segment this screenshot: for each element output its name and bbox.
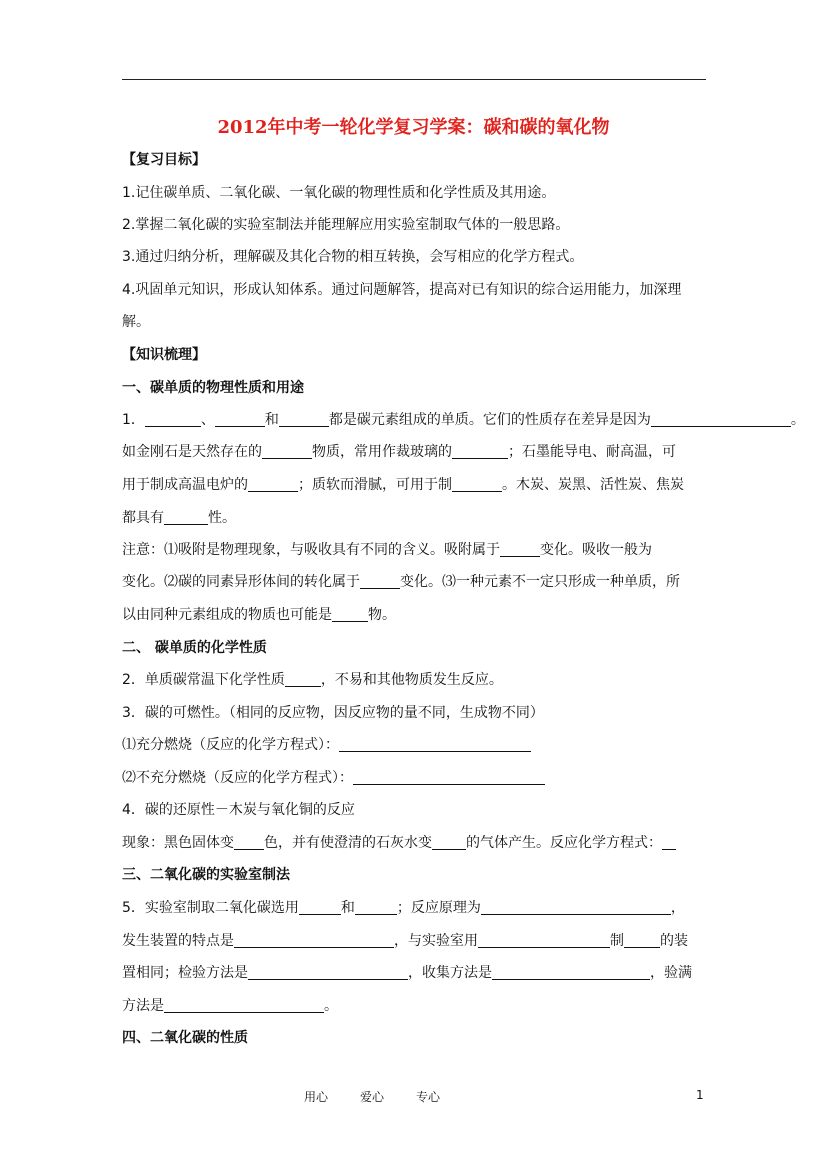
note-line-1: 注意：⑴吸附是物理现象，与吸收具有不同的含义。吸附属于 变化。吸收一般为 [122,542,652,558]
answer-blank[interactable] [432,835,466,850]
section-4-title: 四、二氧化碳的性质 [122,1030,248,1046]
answer-blank[interactable] [500,542,540,557]
combustion-incomplete: ⑵不充分燃烧（反应的化学方程式）： [122,769,545,787]
answer-blank[interactable] [164,998,324,1013]
answer-blank[interactable] [262,444,312,459]
answer-blank[interactable] [492,965,650,980]
goal-item: 1.记住碳单质、二氧化碳、一氧化碳的物理性质和化学性质及其用途。 [122,185,556,201]
question-1-line-2: 如金刚石是天然存在的 物质，常用作裁玻璃的 ；石墨能导电、耐高温，可 [122,444,676,460]
section-1-title: 一、碳单质的物理性质和用途 [122,380,304,396]
answer-blank[interactable] [651,412,791,427]
section-3-title: 三、二氧化碳的实验室制法 [122,867,290,883]
phenomenon-line: 现象：黑色固体变 色，并有使澄清的石灰水变 的气体产生。反应化学方程式： [122,834,676,852]
question-3: 3．碳的可燃性。（相同的反应物，因反应物的量不同，生成物不同） [122,705,544,721]
question-5-line-3: 置相同；检验方法是 ，收集方法是 ，验满 [122,965,692,981]
section-2-title: 二、 碳单质的化学性质 [122,640,267,656]
answer-blank[interactable] [299,900,341,915]
answer-blank[interactable] [624,933,660,948]
goal-item: 4.巩固单元知识，形成认知体系。通过问题解答，提高对已有知识的综合运用能力，加深理 [122,282,682,298]
answer-blank[interactable] [452,477,502,492]
goal-item: 3.通过归纳分析，理解碳及其化合物的相互转换，会写相应的化学方程式。 [122,249,584,265]
goal-item: 2.掌握二氧化碳的实验室制法并能理解应用实验室制取气体的一般思路。 [122,217,570,233]
answer-blank[interactable] [360,574,400,589]
review-goal-heading: 【复习目标】 [122,152,206,168]
answer-blank[interactable] [234,933,394,948]
answer-blank[interactable] [355,900,397,915]
question-1-line-4: 都具有 性。 [122,510,236,526]
combustion-complete: ⑴充分燃烧（反应的化学方程式）： [122,736,531,754]
answer-blank[interactable] [285,672,321,687]
answer-blank[interactable] [145,412,201,427]
footer-motto-2: 爱心 [360,1090,385,1104]
page-title: 2012年中考一轮化学复习学案：碳和碳的氧化物 [217,117,610,138]
answer-blank[interactable] [478,933,610,948]
question-5-line-4: 方法是 。 [122,998,338,1014]
answer-blank[interactable] [481,900,671,915]
question-1: 1． 、 和 都是碳元素组成的单质。它们的性质存在差异是因为 。 [122,412,805,428]
answer-blank[interactable] [279,412,329,427]
answer-blank[interactable] [353,770,545,785]
question-5: 5．实验室制取二氧化碳选用 和 ；反应原理为 ， [122,900,685,916]
question-1-line-3: 用于制成高温电炉的 ；质软而滑腻，可用于制 。木炭、炭黑、活性炭、焦炭 [122,477,684,493]
question-2: 2．单质碳常温下化学性质 ，不易和其他物质发生反应。 [122,672,503,688]
knowledge-heading: 【知识梳理】 [122,347,206,363]
answer-blank[interactable] [248,965,408,980]
header-rule [122,79,706,80]
answer-blank[interactable] [332,607,368,622]
answer-blank[interactable] [662,835,676,850]
answer-blank[interactable] [215,412,265,427]
footer-motto-3: 专心 [416,1090,441,1104]
footer-motto-1: 用心 [304,1090,329,1104]
answer-blank[interactable] [339,737,531,752]
answer-blank[interactable] [234,835,264,850]
answer-blank[interactable] [164,510,208,525]
answer-blank[interactable] [248,477,298,492]
goal-item: 解。 [122,314,150,330]
note-line-3: 以由同种元素组成的物质也可能是 物。 [122,607,396,623]
note-line-2: 变化。⑵碳的同素异形体间的转化属于 变化。⑶一种元素不一定只形成一种单质，所 [122,574,680,590]
question-4: 4．碳的还原性－木炭与氧化铜的反应 [122,802,355,818]
question-5-line-2: 发生装置的特点是 ，与实验室用 制 的装 [122,933,688,949]
page-number: 1 [696,1088,704,1102]
answer-blank[interactable] [452,444,508,459]
